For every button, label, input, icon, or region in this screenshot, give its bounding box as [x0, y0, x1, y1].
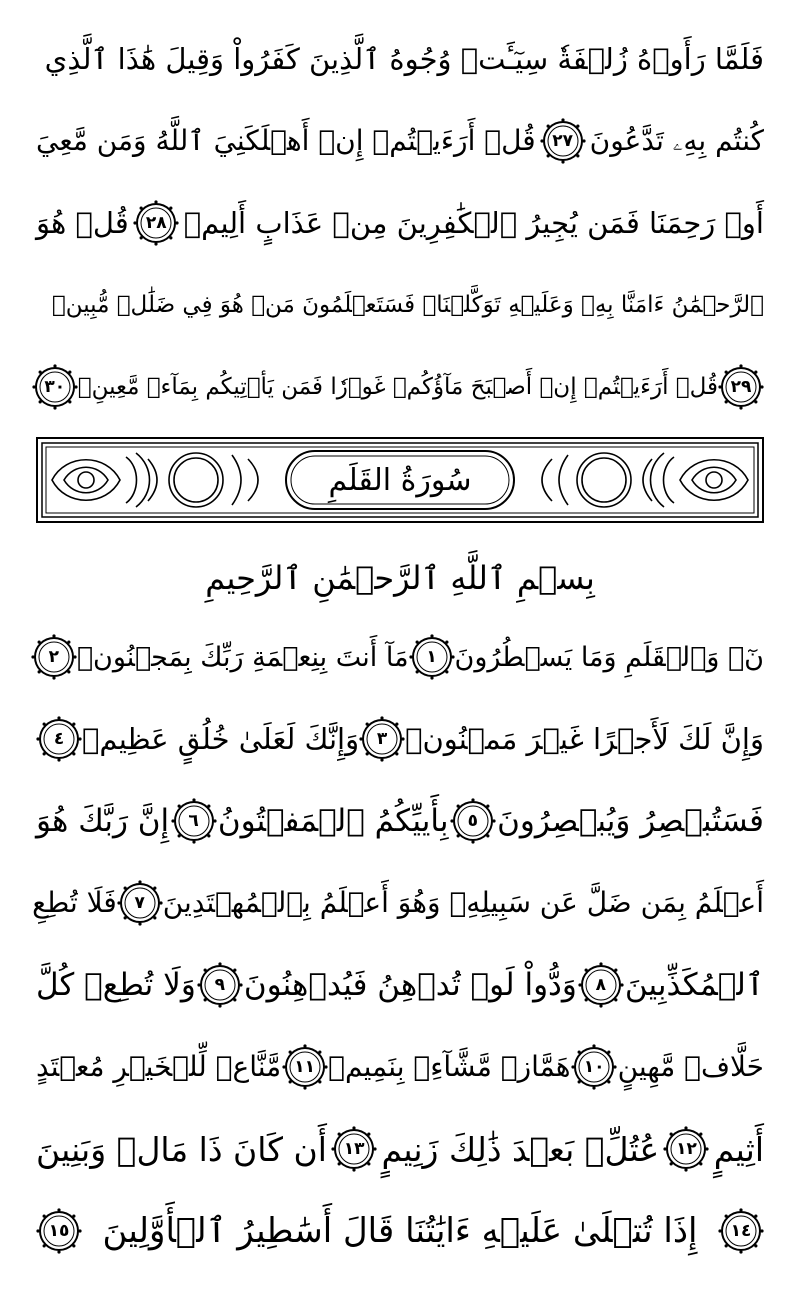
ayah-number-marker	[718, 1208, 764, 1254]
verse-text: أَن كَانَ ذَا مَالٖ وَبَنِينَ	[36, 1129, 327, 1169]
verse-text: حَلَّافٖ مَّهِينٍ	[617, 1050, 764, 1083]
ayah-number: ٦	[188, 810, 199, 831]
ayah-number: ٣	[376, 728, 388, 749]
text-line	[36, 1190, 764, 1272]
ayah-number-marker	[31, 634, 77, 680]
verse-text: وَإِنَّ لَكَ لَأَجۡرًا غَيۡرَ مَمۡنُونٖ	[405, 721, 764, 756]
text-line	[32, 862, 764, 944]
ayah-number-marker	[282, 1044, 328, 1090]
text-line	[36, 18, 764, 100]
verse-text: وَدُّواْ لَوۡ تُدۡهِنُ فَيُدۡهِنُونَ	[243, 966, 577, 1003]
ayah-number-marker	[359, 716, 405, 762]
ayah-number: ٧	[134, 892, 145, 913]
ayah-number-marker	[718, 364, 764, 410]
ayah-number: ١	[426, 646, 437, 667]
ayah-number: ٤	[53, 728, 65, 749]
verse-text: هَمَّازٖ مَّشَّآءِۭ بِنَمِيمٖ	[328, 1050, 571, 1083]
text-line	[36, 100, 764, 182]
ayah-number: ٩	[214, 974, 226, 995]
ayah-number-marker	[197, 962, 243, 1008]
verse-text: نٓۚ وَٱلۡقَلَمِ وَمَا يَسۡطُرُونَ	[454, 641, 764, 673]
ayah-number-marker	[117, 880, 163, 926]
verse-text: ٱلرَّحۡمَٰنُ ءَامَنَّا بِهِۦ وَعَلَيۡهِ تَوَكَّلۡنَاۖ فَسَتَعۡلَمُونَ مَنۡ هُوَ فِي ضَلَٰلٖ مُّبِينٖ	[51, 291, 764, 318]
ayah-number-marker	[409, 634, 455, 680]
verse-text: قُلۡ أَرَءَيۡتُمۡ إِنۡ أَهۡلَكَنِيَ ٱللَّهُ وَمَن مَّعِيَ	[36, 124, 536, 157]
ayah-number-marker	[36, 1208, 82, 1254]
surah-header-banner	[36, 437, 764, 523]
text-line	[36, 346, 764, 428]
verse-text: عُتُلِّۭ بَعۡدَ ذَٰلِكَ زَنِيمٍ	[381, 1129, 660, 1169]
ayah-number: ١١	[294, 1056, 316, 1077]
ayah-number: ٢٨	[145, 212, 167, 233]
ayah-number: ١٠	[583, 1056, 605, 1077]
text-line	[36, 1026, 764, 1108]
verse-text: وَإِنَّكَ لَعَلَىٰ خُلُقٍ عَظِيمٖ	[82, 721, 360, 756]
ayah-number: ٢٩	[730, 376, 752, 397]
verse-text: فَسَتُبۡصِرُ وَيُبۡصِرُونَ	[497, 802, 764, 839]
ayah-number: ٢٧	[552, 130, 574, 151]
ayah-number: ١٣	[343, 1138, 365, 1159]
text-line	[36, 182, 764, 264]
verse-text: إِنَّ رَبَّكَ هُوَ	[36, 802, 170, 839]
verse-text: أَوۡ رَحِمَنَا فَمَن يُجِيرُ ٱلۡكَٰفِرِينَ مِنۡ عَذَابٍ أَلِيمٖ	[183, 205, 764, 240]
basmala: بِسۡمِ ٱللَّهِ ٱلرَّحۡمَٰنِ ٱلرَّحِيمِ	[205, 559, 595, 597]
ayah-number-marker	[36, 716, 82, 762]
verse-text: ٱلۡمُكَذِّبِينَ	[624, 966, 764, 1003]
text-line	[36, 616, 764, 698]
ayah-number: ١٤	[730, 1220, 752, 1241]
verse-text: فَلَا تُطِعِ	[32, 886, 117, 919]
text-line	[36, 264, 764, 346]
text-line	[36, 780, 764, 862]
text-line	[36, 1108, 764, 1190]
verse-text: إِذَا تُتۡلَىٰ عَلَيۡهِ ءَايَٰتُنَا قَالَ أَسَٰطِيرُ ٱلۡأَوَّلِينَ	[102, 1211, 698, 1251]
ayah-number: ٢	[48, 646, 60, 667]
verse-text: وَلَا تُطِعۡ كُلَّ	[36, 966, 196, 1003]
ayah-number: ٣٠	[44, 376, 66, 397]
text-line	[36, 698, 764, 780]
text-line	[36, 944, 764, 1026]
ayah-number-marker	[32, 364, 78, 410]
ayah-number-marker	[540, 118, 586, 164]
ayah-number-marker	[578, 962, 624, 1008]
verse-text: أَعۡلَمُ بِمَن ضَلَّ عَن سَبِيلِهِۦ وَهُوَ أَعۡلَمُ بِٱلۡمُهۡتَدِينَ	[162, 886, 764, 919]
verse-text: قُلۡ أَرَءَيۡتُمۡ إِنۡ أَصۡبَحَ مَآؤُكُمۡ غَوۡرٗا فَمَن يَأۡتِيكُم بِمَآءٖ مَّعِينِۭ	[77, 373, 718, 400]
verse-text: مَّنَّاعٖ لِّلۡخَيۡرِ مُعۡتَدٍ	[36, 1050, 282, 1083]
ayah-number-marker	[171, 798, 217, 844]
ayah-number: ١٥	[48, 1220, 70, 1241]
verse-text: قُلۡ هُوَ	[36, 205, 129, 240]
ayah-number-marker	[663, 1126, 709, 1172]
ayah-number: ٥	[467, 810, 478, 831]
verse-text: مَآ أَنتَ بِنِعۡمَةِ رَبِّكَ بِمَجۡنُونٖ	[76, 641, 409, 673]
surah-title: سُورَةُ القَلَمِ	[328, 462, 472, 498]
ayah-number-marker	[331, 1126, 377, 1172]
ayah-number: ٨	[595, 974, 607, 995]
verse-text: فَلَمَّا رَأَوۡهُ زُلۡفَةٗ سِيٓـَٔتۡ وُجُوهُ ٱلَّذِينَ كَفَرُواْ وَقِيلَ هَٰذَا ٱلَّذِي	[44, 41, 764, 76]
verse-text: كُنتُم بِهِۦ تَدَّعُونَ	[589, 124, 764, 157]
ayah-number-marker	[571, 1044, 617, 1090]
ayah-number-marker	[133, 200, 179, 246]
verse-text: بِأَييِّكُمُ ٱلۡمَفۡتُونُ	[217, 802, 449, 839]
ayah-number-marker	[450, 798, 496, 844]
verse-text: أَثِيمٍ	[713, 1129, 764, 1169]
ayah-number: ١٢	[676, 1138, 697, 1159]
